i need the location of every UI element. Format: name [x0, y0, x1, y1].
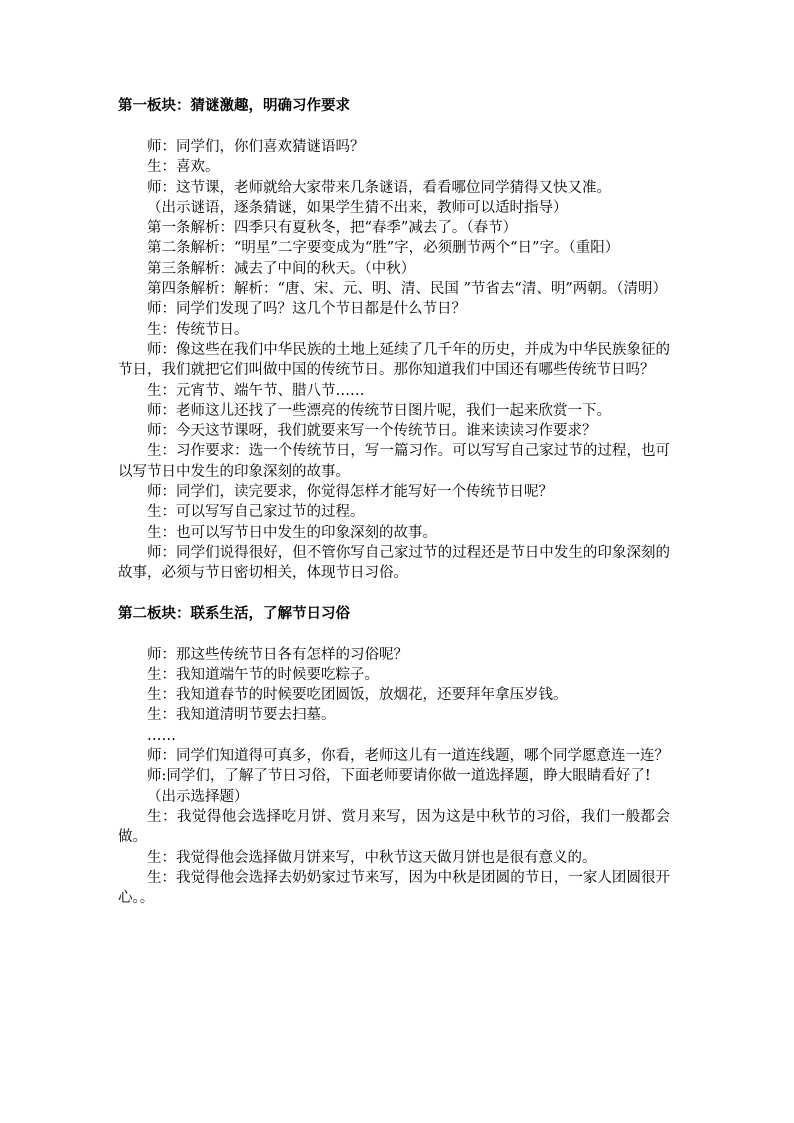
paragraph: 师：同学们知道得可真多，你看，老师这儿有一道连线题，哪个同学愿意连一连？: [147, 748, 669, 765]
section-2-heading: 第二板块：联系生活，了解节日习俗: [118, 604, 350, 622]
paragraph: 师：同学们发现了吗？这几个节日都是什么节日？: [147, 301, 466, 318]
paragraph: 生：我知道端午节的时候要吃粽子。: [147, 666, 379, 683]
paragraph: 师：今天这节课呀，我们就要来写一个传统节日。谁来读读习作要求？: [147, 423, 597, 440]
paragraph: ……: [147, 727, 176, 744]
paragraph: 第二条解析：“明星”二字要变成为“胜”字，必须删节两个“日”字。（重阳）: [147, 240, 620, 257]
paragraph: 第一条解析：四季只有夏秋冬，把“春季”减去了。（春节）: [147, 220, 518, 237]
paragraph: 生：我觉得他会选择做月饼来写，中秋节这天做月饼也是很有意义的。: [147, 849, 597, 866]
paragraph: 师：同学们，读完要求，你觉得怎样才能写好一个传统节日呢？: [147, 484, 553, 501]
paragraph: 生：也可以写节日中发生的印象深刻的故事。: [147, 524, 437, 541]
document-page: [118, 96, 670, 908]
paragraph: 生：传统节日。: [147, 321, 249, 338]
paragraph: 师：这节课，老师就给大家带来几条谜语，看看哪位同学猜得又快又准。: [147, 179, 611, 196]
paragraph: （出示谜语，逐条猜谜，如果学生猜不出来，教师可以适时指导）: [147, 199, 568, 216]
paragraph: 第三条解析：减去了中间的秋天。（中秋）: [147, 260, 416, 277]
paragraph: 师：像这些在我们中华民族的土地上延续了几千年的历史，并成为中华民族象征的节日，我们就把它们叫做中国的传统节日。那你知道我们中国还有哪些传统节日吗？: [118, 341, 670, 379]
paragraph: 师：那这些传统节日各有怎样的习俗呢？: [147, 646, 408, 663]
spacer: [118, 624, 670, 645]
paragraph: 生：可以写写自己家过节的过程。: [147, 504, 365, 521]
paragraph: 师:同学们，了解了节日习俗，下面老师要请你做一道选择题，睁大眼睛看好了!: [147, 768, 651, 785]
paragraph: 生：我觉得他会选择去奶奶家过节来写，因为中秋是团圆的节日，一家人团圆很开心。。: [118, 869, 670, 907]
paragraph: 师：老师这儿还找了一些漂亮的传统节日图片呢，我们一起来欣赏一下。: [147, 402, 611, 419]
spacer: [118, 116, 670, 137]
paragraph: 生：喜欢。: [147, 159, 220, 176]
paragraph: 生：习作要求：选一个传统节日，写一篇习作。可以写写自己家过节的过程，也可以写节日中发生的印象深刻的故事。: [118, 443, 670, 480]
paragraph: （出示选择题）: [147, 788, 249, 805]
paragraph: 生：我知道春节的时候要吃团圆饭，放烟花，还要拜年拿压岁钱。: [147, 687, 568, 704]
spacer: [118, 584, 670, 604]
paragraph: 生：我知道清明节要去扫墓。: [147, 707, 336, 724]
paragraph: 第四条解析：解析：“唐、宋、元、明、清、民国 ”节省去“清、明”两朝。（清明）: [147, 281, 668, 298]
paragraph: 生：我觉得他会选择吃月饼、赏月来写，因为这是中秋节的习俗，我们一般都会做。: [118, 808, 670, 846]
paragraph: 师：同学们说得很好，但不管你写自己家过节的过程还是节日中发生的印象深刻的故事，必须与节日密切相关，体现节日习俗。: [118, 544, 670, 582]
paragraph: 师：同学们，你们喜欢猜谜语吗？: [147, 139, 365, 155]
paragraph: 生：元宵节、端午节、腊八节……: [147, 382, 365, 399]
section-1-heading: 第一板块：猜谜激趣，明确习作要求: [118, 97, 350, 114]
